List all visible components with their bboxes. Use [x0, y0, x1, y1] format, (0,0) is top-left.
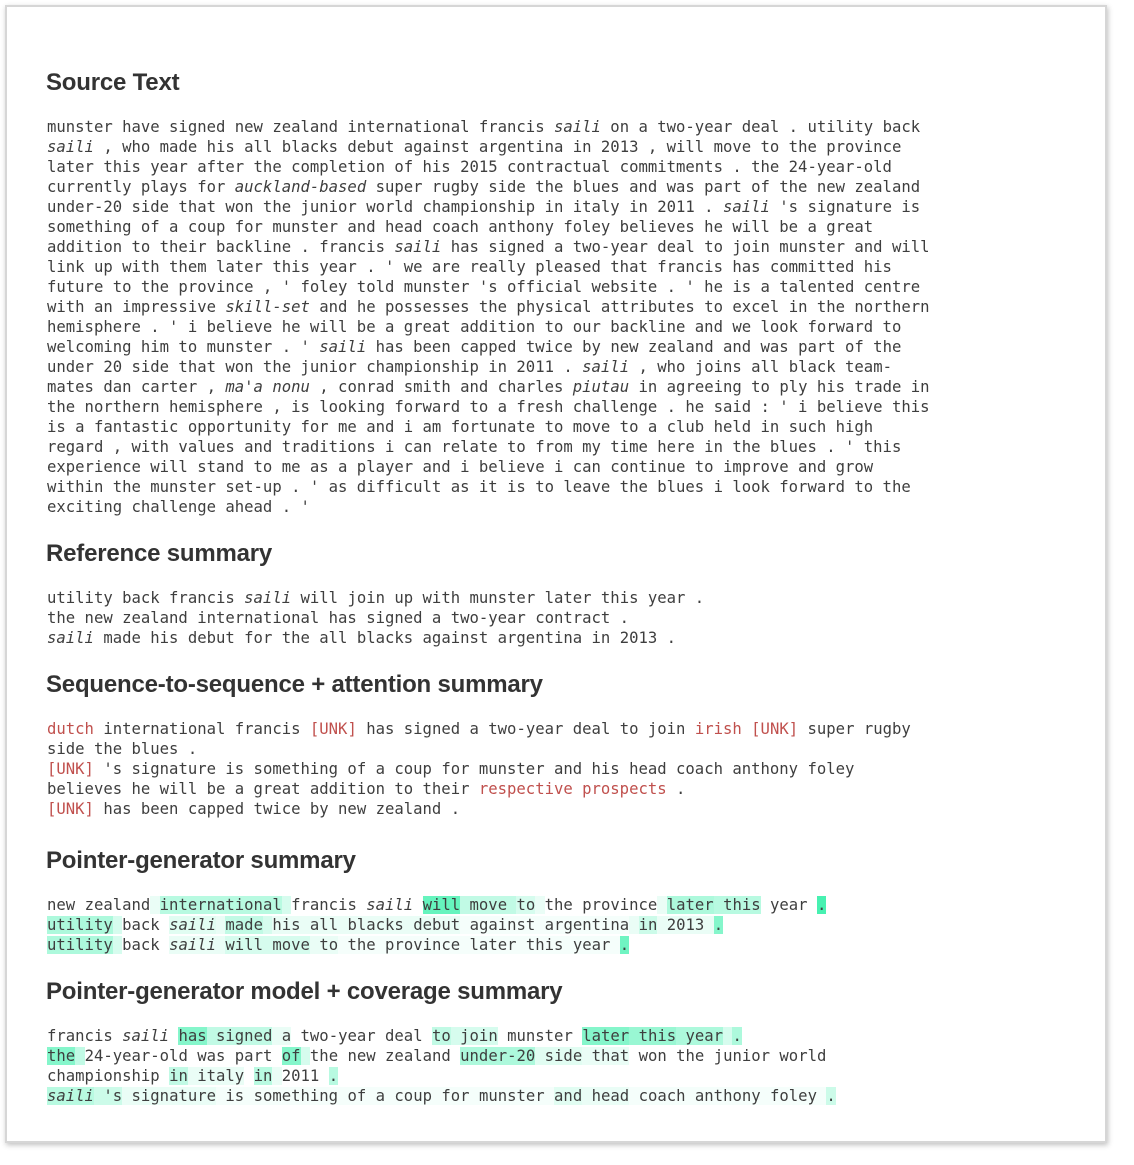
text-token	[423, 1027, 432, 1045]
highlighted-token	[460, 936, 469, 954]
highlighted-token: debut	[413, 916, 461, 934]
text-token: saili	[722, 198, 770, 216]
text-token: saili	[582, 358, 630, 376]
highlighted-token: this	[525, 936, 564, 954]
highlighted-token: to	[319, 936, 339, 954]
text-line	[47, 1026, 1087, 1046]
text-token: year	[770, 896, 808, 914]
text-line	[47, 497, 1087, 517]
text-line	[47, 608, 1087, 628]
highlighted-token: a	[281, 1027, 292, 1045]
text-line	[47, 739, 1087, 759]
document-card	[5, 5, 1107, 1143]
highlighted-token: of	[281, 1047, 301, 1065]
text-line	[47, 417, 1087, 437]
highlighted-token	[376, 936, 385, 954]
highlighted-token	[122, 1087, 131, 1105]
coverage-summary-heading: Pointer-generator model + coverage summary	[46, 978, 563, 1005]
text-token	[75, 896, 84, 914]
error-token: dutch	[47, 720, 94, 738]
highlighted-token: foley	[770, 1087, 817, 1105]
highlighted-token	[657, 896, 666, 914]
text-line	[47, 457, 1087, 477]
text-token: addition to their backline . francis	[47, 238, 395, 256]
text-line	[47, 588, 1087, 608]
highlighted-token	[817, 1087, 826, 1105]
text-token: championship	[47, 1067, 160, 1085]
text-token: 2011	[281, 1067, 320, 1085]
highlighted-token	[470, 1087, 479, 1105]
highlighted-token: will	[225, 936, 263, 954]
highlighted-token: the	[47, 1047, 76, 1065]
seq2seq-summary-body	[47, 719, 1087, 819]
text-token	[225, 1047, 234, 1065]
error-token: irish	[694, 720, 742, 738]
text-token: saili	[47, 629, 94, 647]
error-token: [UNK]	[47, 800, 94, 818]
highlighted-token: all	[309, 916, 339, 934]
text-token: saili	[47, 138, 94, 156]
highlighted-token: signature	[131, 1087, 217, 1105]
highlighted-token: this	[638, 1027, 677, 1045]
text-token: world	[779, 1047, 827, 1065]
text-line	[47, 297, 1087, 317]
text-line	[47, 277, 1087, 297]
highlighted-token: the	[347, 936, 376, 954]
text-token	[770, 1047, 779, 1065]
text-token: zealand	[84, 896, 151, 914]
highlighted-token	[432, 1087, 441, 1105]
text-token: 24-year-old	[84, 1047, 188, 1065]
text-token: in agreeing to ply his trade in	[629, 378, 930, 396]
highlighted-token	[216, 1087, 225, 1105]
highlighted-token: .	[328, 1067, 339, 1085]
coverage-summary-body	[47, 1026, 1087, 1106]
highlighted-token: saili	[47, 1087, 94, 1105]
source-text-body	[47, 117, 1087, 517]
text-token	[244, 1067, 253, 1085]
highlighted-token	[451, 1027, 460, 1045]
text-token	[451, 1047, 460, 1065]
text-token: super rugby side the blues and was part of the new zealand	[366, 178, 921, 196]
highlighted-token	[113, 936, 122, 954]
text-token	[357, 896, 366, 914]
text-line	[47, 357, 1087, 377]
text-line	[47, 915, 1087, 935]
text-token: within the munster set-up . ' as difficult as it is to leave the blues i look forward to the	[47, 478, 911, 496]
highlighted-token: coup	[394, 1087, 432, 1105]
highlighted-token: side	[544, 1047, 583, 1065]
highlighted-token	[216, 916, 225, 934]
highlighted-token: against	[469, 916, 536, 934]
highlighted-token	[244, 1087, 253, 1105]
highlighted-token: his	[272, 916, 301, 934]
text-token: something of a coup for munster and head coach anthony foley believes he will be a great	[47, 218, 874, 236]
text-token: future to the province , ' foley told munster 's official website . ' he is a talented centre	[47, 278, 921, 296]
text-token: international francis	[93, 720, 310, 738]
highlighted-token	[535, 1047, 544, 1065]
text-line	[47, 1086, 1087, 1106]
text-token: deal	[385, 1027, 423, 1045]
highlighted-token: .	[826, 1087, 836, 1105]
highlighted-token: 's	[103, 1087, 123, 1105]
highlighted-token	[282, 896, 291, 914]
text-token	[742, 720, 751, 738]
highlighted-token: and	[554, 1087, 583, 1105]
text-token: the	[544, 896, 573, 914]
highlighted-token: international	[159, 896, 282, 914]
highlighted-token	[761, 1087, 770, 1105]
text-token: saili	[366, 896, 414, 914]
text-token: has been capped twice by new zealand and was part of the	[366, 338, 902, 356]
error-token: [UNK]	[751, 720, 799, 738]
highlighted-token: to	[431, 1027, 451, 1045]
highlighted-token: argentina	[544, 916, 630, 934]
highlighted-token: .	[732, 1027, 742, 1045]
text-token: has signed a two-year deal to join	[356, 720, 695, 738]
text-token: munster	[507, 1027, 573, 1045]
highlighted-token: move	[272, 936, 310, 954]
highlighted-token	[582, 1087, 591, 1105]
highlighted-token: later	[469, 936, 517, 954]
highlighted-token: .	[713, 916, 724, 934]
highlighted-token: a	[375, 1087, 386, 1105]
highlighted-token	[301, 1047, 310, 1065]
text-token	[113, 1027, 122, 1045]
highlighted-token: year	[685, 1027, 724, 1045]
text-token: exciting challenge ahead . '	[47, 498, 310, 516]
text-token: and he possesses the physical attributes to excel in the northern	[309, 298, 930, 316]
text-token	[573, 896, 582, 914]
highlighted-token: anthony	[694, 1087, 761, 1105]
highlighted-token: move	[469, 896, 508, 914]
text-token	[188, 1047, 197, 1065]
highlighted-token	[610, 936, 619, 954]
text-token: zealand	[385, 1047, 451, 1065]
text-line	[47, 157, 1087, 177]
text-token	[319, 1067, 328, 1085]
text-token: , who joins all black team-	[629, 358, 892, 376]
source-text-heading: Source Text	[46, 69, 180, 96]
text-token: , who made his all blacks debut against argentina in 2013 , will move to the province	[93, 138, 902, 156]
text-line	[47, 377, 1087, 397]
text-token: super rugby	[798, 720, 911, 738]
text-token	[629, 1047, 638, 1065]
highlighted-token	[404, 916, 413, 934]
text-token: later this year after the completion of his 2015 contractual commitments . the 24-year-old	[47, 158, 892, 176]
highlighted-token	[272, 1027, 281, 1045]
highlighted-token: in	[253, 1067, 273, 1085]
text-token: francis	[291, 896, 357, 914]
text-token	[376, 1047, 385, 1065]
highlighted-token: head	[591, 1087, 630, 1105]
text-token: side the blues .	[47, 740, 198, 758]
highlighted-token: later	[582, 1027, 630, 1045]
text-token: will join up with munster later this year .	[291, 589, 705, 607]
text-line	[47, 217, 1087, 237]
text-token	[704, 1047, 713, 1065]
highlighted-token	[535, 896, 544, 914]
highlighted-token: of	[347, 1087, 367, 1105]
highlighted-token: utility	[47, 916, 113, 934]
highlighted-token: has	[178, 1027, 207, 1045]
highlighted-token: saili	[169, 936, 217, 954]
text-token: , conrad smith and charles	[309, 378, 573, 396]
text-token	[761, 896, 770, 914]
text-token: regard , with values and traditions i can relate to from my time here in the blues . ' this	[47, 438, 902, 456]
text-token	[272, 1047, 281, 1065]
text-token: skill-set	[225, 298, 310, 316]
highlighted-token: is	[225, 1087, 245, 1105]
highlighted-token	[272, 1067, 281, 1085]
text-token	[160, 936, 169, 954]
text-token: the northern hemisphere , is looking forward to a fresh challenge . he said : ' i believe this	[47, 398, 930, 416]
highlighted-token	[150, 896, 159, 914]
text-token: made his debut for the all blacks against argentina in 2013 .	[93, 629, 677, 647]
text-token: the	[309, 1047, 339, 1065]
highlighted-token	[714, 896, 723, 914]
highlighted-token	[582, 1047, 591, 1065]
text-token	[376, 1027, 385, 1045]
text-line	[47, 177, 1087, 197]
text-line	[47, 1046, 1087, 1066]
text-token: with an impressive	[47, 298, 226, 316]
text-token	[498, 1027, 507, 1045]
text-token: under-20 side that won the junior world championship in italy in 2011 .	[47, 198, 723, 216]
highlighted-token: something	[253, 1087, 339, 1105]
highlighted-token: .	[619, 936, 630, 954]
text-line	[47, 337, 1087, 357]
text-token	[291, 1027, 300, 1045]
text-token	[808, 896, 817, 914]
text-token: currently plays for	[47, 178, 235, 196]
text-line	[47, 895, 1087, 915]
reference-summary-body	[47, 588, 1087, 648]
text-line	[47, 397, 1087, 417]
text-token: junior	[713, 1047, 771, 1065]
text-line	[47, 628, 1087, 648]
highlighted-token: coach	[638, 1087, 686, 1105]
reference-summary-heading: Reference summary	[46, 540, 273, 567]
text-token: the	[676, 1047, 705, 1065]
text-token: has signed a two-year deal to join munster and will	[441, 238, 930, 256]
highlighted-token: for	[441, 1087, 470, 1105]
text-token: munster have signed new zealand international francis	[47, 118, 554, 136]
highlighted-token: under-20	[460, 1047, 536, 1065]
highlighted-token: 2013	[666, 916, 705, 934]
highlighted-token	[460, 896, 469, 914]
highlighted-token: italy	[197, 1067, 245, 1085]
text-token: saili	[553, 118, 601, 136]
text-token: 's signature is something of a coup for munster and his head coach anthony foley	[93, 760, 855, 778]
highlighted-token: munster	[478, 1087, 545, 1105]
highlighted-token	[460, 916, 469, 934]
text-token	[160, 916, 169, 934]
highlighted-token: saili	[169, 916, 217, 934]
highlighted-token: in	[169, 1067, 188, 1085]
text-token: saili	[394, 238, 442, 256]
text-token: .	[666, 780, 686, 798]
text-token: back	[122, 916, 160, 934]
highlighted-token	[75, 1047, 84, 1065]
text-line	[47, 779, 1087, 799]
text-token	[573, 1027, 582, 1045]
text-token: saili	[122, 1027, 170, 1045]
highlighted-token	[517, 936, 526, 954]
text-line	[47, 477, 1087, 497]
error-token: [UNK]	[47, 760, 94, 778]
text-token: won	[638, 1047, 667, 1065]
text-token: hemisphere . ' i believe he will be a great addition to our backline and we look forward to	[47, 318, 902, 336]
highlighted-token	[113, 916, 122, 934]
highlighted-token	[686, 1087, 695, 1105]
highlighted-token: that	[591, 1047, 630, 1065]
highlighted-token: made	[225, 916, 263, 934]
highlighted-token: later	[666, 896, 714, 914]
highlighted-token	[704, 916, 713, 934]
highlighted-token	[207, 1027, 216, 1045]
text-line	[47, 317, 1087, 337]
text-line	[47, 759, 1087, 779]
highlighted-token	[563, 936, 572, 954]
highlighted-token	[94, 1087, 103, 1105]
text-token: is a fantastic opportunity for me and i am fortunate to move to a club held in such high	[47, 418, 874, 436]
highlighted-token: blacks	[347, 916, 404, 934]
text-line	[47, 1066, 1087, 1086]
text-line	[47, 117, 1087, 137]
highlighted-token	[629, 1027, 638, 1045]
highlighted-token	[188, 1067, 197, 1085]
highlighted-token	[545, 1087, 554, 1105]
highlighted-token	[657, 916, 666, 934]
highlighted-token: join	[460, 1027, 498, 1045]
text-line	[47, 719, 1087, 739]
highlighted-token	[385, 1087, 394, 1105]
text-line	[47, 437, 1087, 457]
text-line	[47, 237, 1087, 257]
error-token: [UNK]	[309, 720, 357, 738]
text-token: experience will stand to me as a player and i believe i can continue to improve and grow	[47, 458, 874, 476]
text-token	[160, 1067, 169, 1085]
text-token: saili	[244, 589, 292, 607]
highlighted-token: utility	[47, 936, 113, 954]
highlighted-token	[263, 936, 272, 954]
text-token: francis	[47, 1027, 113, 1045]
highlighted-token: .	[816, 896, 827, 914]
text-token: link up with them later this year . ' we are really pleased that francis has committed his	[47, 258, 892, 276]
highlighted-token	[301, 916, 310, 934]
text-token: mates dan carter ,	[47, 378, 226, 396]
text-token: ma'a nonu	[225, 378, 310, 396]
text-token: believes he will be a great addition to their	[47, 780, 479, 798]
text-token: under 20 side that won the junior championship in 2011 .	[47, 358, 583, 376]
text-token: auckland-based	[234, 178, 367, 196]
seq2seq-summary-heading: Sequence-to-sequence + attention summary	[46, 671, 543, 698]
text-token: new	[347, 1047, 376, 1065]
text-token: saili	[319, 338, 367, 356]
highlighted-token	[216, 936, 225, 954]
highlighted-token	[366, 1087, 375, 1105]
pointer-generator-summary-heading: Pointer-generator summary	[46, 847, 356, 874]
text-token: piutau	[572, 378, 630, 396]
highlighted-token	[629, 1087, 638, 1105]
text-token: two-year	[300, 1027, 376, 1045]
highlighted-token	[629, 916, 638, 934]
text-line	[47, 799, 1087, 819]
highlighted-token: will	[422, 896, 461, 914]
highlighted-token: to	[516, 896, 536, 914]
text-token: back	[122, 936, 160, 954]
highlighted-token	[535, 916, 544, 934]
text-token: utility back francis	[47, 589, 245, 607]
text-token: on a two-year deal . utility back	[600, 118, 921, 136]
highlighted-token: province	[385, 936, 461, 954]
text-line	[47, 935, 1087, 955]
text-token: province	[582, 896, 658, 914]
highlighted-token	[263, 916, 272, 934]
highlighted-token	[310, 936, 319, 954]
text-token: part	[234, 1047, 273, 1065]
text-token	[667, 1047, 676, 1065]
highlighted-token	[676, 1027, 685, 1045]
text-token: has been capped twice by new zealand .	[93, 800, 461, 818]
highlighted-token: year	[572, 936, 611, 954]
text-token: the new zealand international has signed a two-year contract .	[47, 609, 630, 627]
highlighted-token: in	[638, 916, 658, 934]
text-line	[47, 137, 1087, 157]
text-token: welcoming him to munster . '	[47, 338, 320, 356]
text-token: new	[47, 896, 76, 914]
error-token: respective prospects	[478, 780, 667, 798]
highlighted-token: signed	[216, 1027, 273, 1045]
text-token: 's signature is	[769, 198, 921, 216]
text-line	[47, 257, 1087, 277]
pointer-generator-summary-body	[47, 895, 1087, 955]
highlighted-token: this	[723, 896, 761, 914]
text-token	[413, 896, 422, 914]
text-line	[47, 197, 1087, 217]
text-token: was	[197, 1047, 226, 1065]
